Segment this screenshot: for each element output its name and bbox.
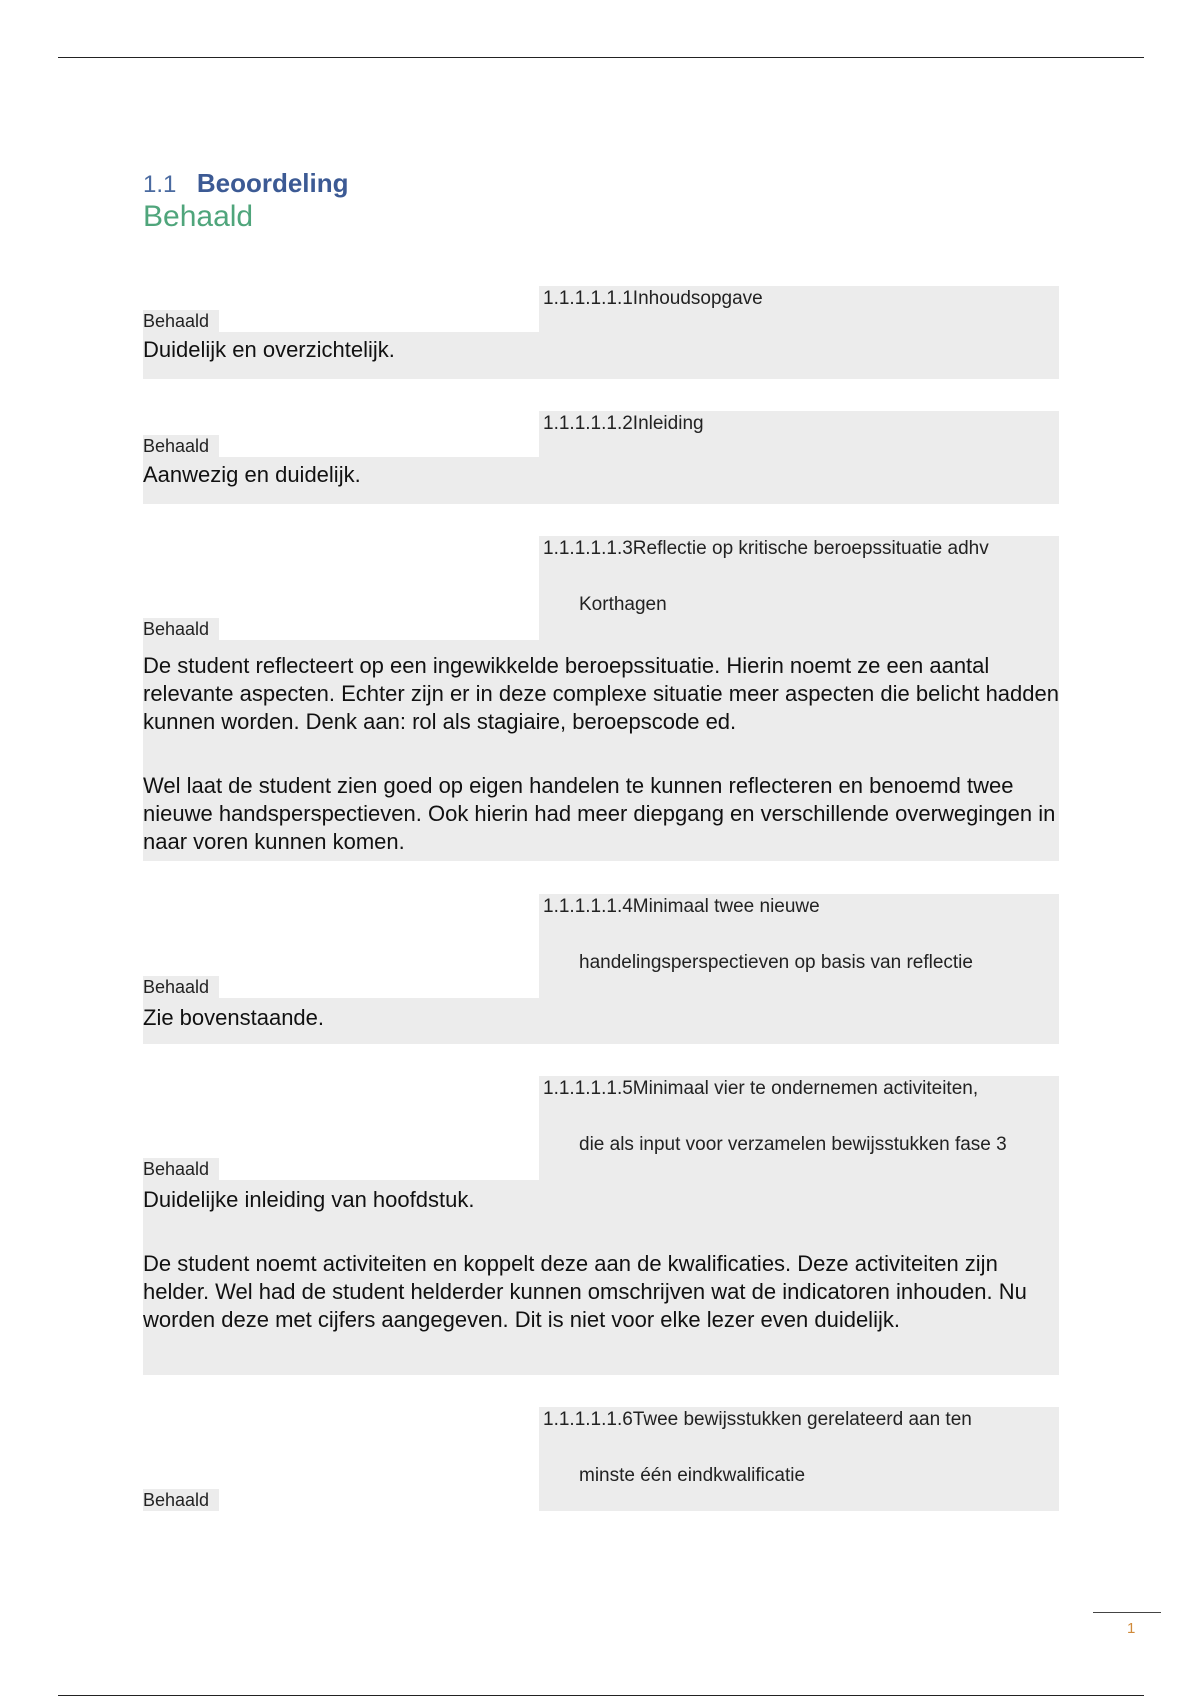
criterion-number: 1.1.1.1.1.1 xyxy=(543,288,633,309)
top-rule xyxy=(58,57,1144,58)
criterion-title: 1.1.1.1.1.6Twee bewijsstukken gerelateerd aan ten xyxy=(543,1409,972,1430)
heading-number: 1.1 xyxy=(143,171,177,198)
overall-status: Behaald xyxy=(143,200,254,233)
heading-title: Beoordeling xyxy=(196,168,349,198)
criterion-title: 1.1.1.1.1.4Minimaal twee nieuwe xyxy=(543,896,820,917)
criterion-feedback: Duidelijke inleiding van hoofdstuk. De student noemt activiteiten en koppelt deze aan de kwalificaties. Deze activiteiten zijn helder. Wel had de student helderder kunnen omschrijven wat de indicatoren inhouden. Nu worden deze met cijfers aangegeven. Dit is niet voor elke lezer even duidelijk. xyxy=(143,1180,1059,1375)
criterion-status: Behaald xyxy=(143,1489,219,1511)
criterion-title: 1.1.1.1.1.2Inleiding xyxy=(543,413,704,434)
criterion-title: 1.1.1.1.1.1Inhoudsopgave xyxy=(543,288,763,309)
criterion-feedback: Zie bovenstaande. xyxy=(143,998,1059,1044)
criterion-title-continued: die als input voor verzamelen bewijsstukken fase 3 xyxy=(579,1134,1007,1155)
criterion-feedback: De student reflecteert op een ingewikkelde beroepssituatie. Hierin noemt ze een aantal relevante aspecten. Echter zijn er in deze complexe situatie meer aspecten die belicht hadden kunnen worden. Denk aan: rol als stagiaire, beroepscode ed. Wel laat de student zien goed op eigen handelen te kunnen reflecteren en benoemd twee nieuwe handsperspectieven. Ook hierin had meer diepgang en verschillende overwegingen in naar voren kunnen komen. xyxy=(143,640,1059,861)
criterion-title: 1.1.1.1.1.5Minimaal vier te ondernemen activiteiten, xyxy=(543,1078,979,1099)
criterion-status: Behaald xyxy=(143,1158,219,1180)
criterion-number: 1.1.1.1.1.2 xyxy=(543,413,633,434)
criterion-status: Behaald xyxy=(143,435,219,457)
criterion-title-continued: handelingsperspectieven op basis van reflectie xyxy=(579,952,973,973)
criterion-status: Behaald xyxy=(143,310,219,332)
criterion-header xyxy=(539,1407,1059,1511)
criterion-title: 1.1.1.1.1.3Reflectie op kritische beroepssituatie adhv xyxy=(543,538,989,559)
criterion-title-continued: Korthagen xyxy=(579,594,667,615)
criterion-number: 1.1.1.1.1.5 xyxy=(543,1078,633,1099)
bottom-rule xyxy=(58,1695,1144,1696)
page-number-label: 1 xyxy=(1127,1620,1136,1637)
criterion-status: Behaald xyxy=(143,976,219,998)
criterion-number: 1.1.1.1.1.3 xyxy=(543,538,633,559)
criterion-number: 1.1.1.1.1.6 xyxy=(543,1409,633,1430)
criterion-title-continued: minste één eindkwalificatie xyxy=(579,1465,806,1486)
criterion-number: 1.1.1.1.1.4 xyxy=(543,896,633,917)
section-heading xyxy=(143,168,349,199)
page-number xyxy=(1093,1612,1161,1637)
criterion-status: Behaald xyxy=(143,618,219,640)
criterion-feedback: Duidelijk en overzichtelijk. xyxy=(143,332,1059,379)
criterion-feedback: Aanwezig en duidelijk. xyxy=(143,457,1059,504)
